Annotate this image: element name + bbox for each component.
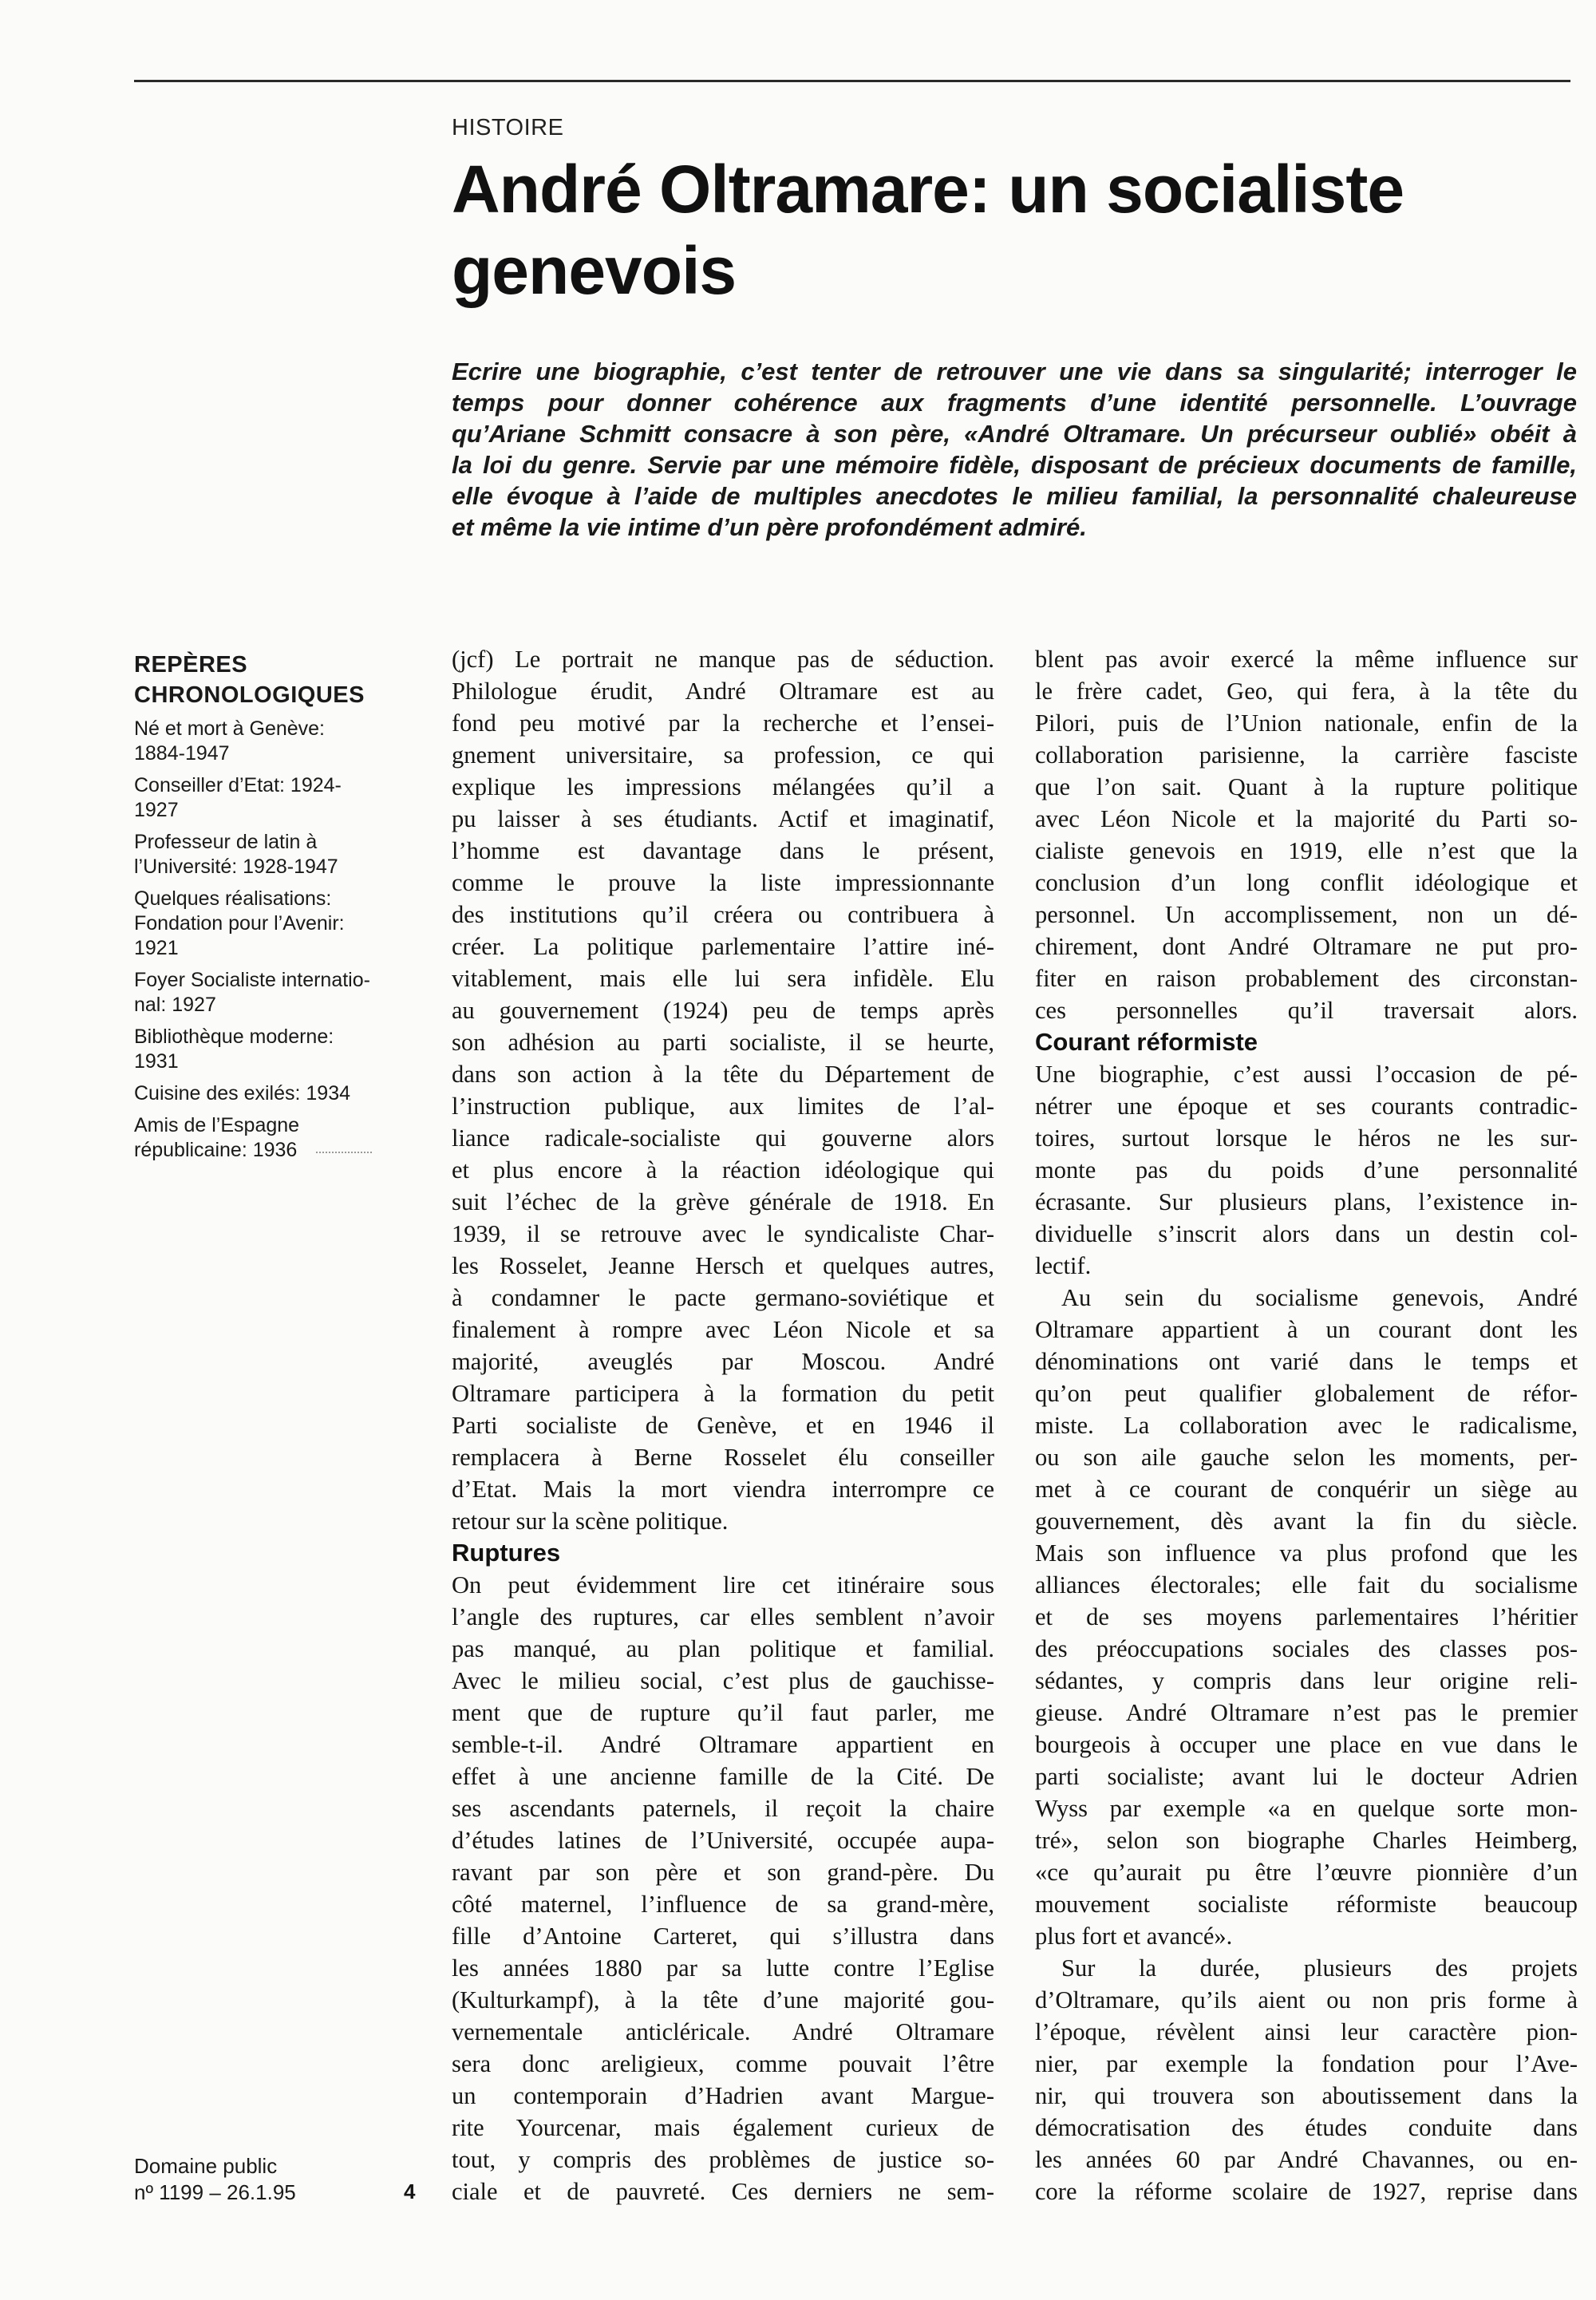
chronology-line: républicaine: 1936 <box>134 1139 298 1161</box>
text-line: tré», selon son biographe Charles Heimberg, <box>1035 1827 1578 1854</box>
text-line: tout, y compris des problèmes de justice so- <box>452 2146 994 2173</box>
chronology-item <box>134 968 405 1018</box>
issue-date: nº 1199 – 26.1.95 <box>134 2180 296 2204</box>
chronology-line: Cuisine des exilés: 1934 <box>134 1082 350 1105</box>
text-line: l’époque, révèlent ainsi leur caractère pion- <box>1035 2018 1578 2045</box>
text-line: ravant par son père et son grand-père. Du <box>452 1859 994 1886</box>
text-line: nir, qui trouvera son aboutissement dans la <box>1035 2082 1578 2109</box>
chronology-line: Bibliothèque moderne: <box>134 1026 334 1048</box>
text-line: remplacera à Berne Rosselet élu conseiller <box>452 1444 994 1471</box>
chronology-item <box>134 887 405 961</box>
text-line: cialiste genevois en 1919, elle n’est que la <box>1035 837 1578 864</box>
text-line: Philologue érudit, André Oltramare est au <box>452 678 994 705</box>
chronology-line: 1884-1947 <box>134 742 230 765</box>
text-line: Mais son influence va plus profond que les <box>1035 1539 1578 1567</box>
text-line: (Kulturkampf), à la tête d’une majorité gou- <box>452 1986 994 2013</box>
chronology-line: Amis de l’Espagne <box>134 1114 300 1136</box>
chronology-item <box>134 717 405 766</box>
text-line: les années 60 par André Chavannes, ou en- <box>1035 2146 1578 2173</box>
text-line: blent pas avoir exercé la même influence sur <box>1035 646 1578 673</box>
text-line: des institutions qu’il créera ou contribuera à <box>452 901 994 928</box>
text-line: dénominations ont varié dans le temps et <box>1035 1348 1578 1375</box>
text-line: liance radicale-socialiste qui gouverne alors <box>452 1124 994 1152</box>
text-line: sera donc areligieux, comme pouvait l’être <box>452 2050 994 2077</box>
text-line: gieuse. André Oltramare n’est pas le premier <box>1035 1699 1578 1726</box>
text-line: comme le prouve la liste impressionnante <box>452 869 994 896</box>
body-column-1 <box>452 643 994 2207</box>
title-line: André Oltramare: un socialiste <box>452 152 1404 227</box>
chronology-line: Né et mort à Genève: <box>134 717 326 740</box>
text-line: avec Léon Nicole et la majorité du Parti so- <box>1035 805 1578 832</box>
text-line: On peut évidemment lire cet itinéraire sous <box>452 1571 994 1599</box>
text-line: ciale et de pauvreté. Ces derniers ne sem- <box>452 2178 994 2205</box>
chronology-line: nal: 1927 <box>134 994 216 1016</box>
chronology-line: 1931 <box>134 1050 179 1073</box>
text-line: l’instruction publique, aux limites de l’al- <box>452 1093 994 1120</box>
page-number: 4 <box>404 2179 416 2203</box>
text-line: Avec le milieu social, c’est plus de gauchisse- <box>452 1667 994 1694</box>
chronology-item <box>134 1113 405 1163</box>
text-line: au gouvernement (1924) peu de temps après <box>452 997 994 1024</box>
chronology-item <box>134 1081 405 1106</box>
text-line: rite Yourcenar, mais également curieux de <box>452 2114 994 2141</box>
sidebar-title-line: CHRONOLOGIQUES <box>134 682 365 708</box>
text-line: retour sur la scène politique. <box>452 1508 729 1535</box>
sidebar-title-line: REPÈRES <box>134 652 248 678</box>
text-line: fond peu motivé par la recherche et l’ensei- <box>452 709 994 737</box>
text-line: ment que de rupture qu’il faut parler, me <box>452 1699 994 1726</box>
text-line: le frère cadet, Geo, qui fera, à la tête du <box>1035 678 1578 705</box>
text-line: met à ce courant de conquérir un siège au <box>1035 1476 1578 1503</box>
text-line: que l’on sait. Quant à la rupture politique <box>1035 773 1578 800</box>
body-column-2 <box>1035 643 1578 2207</box>
text-line: majorité, aveuglés par Moscou. André <box>452 1348 994 1375</box>
text-line: effet à une ancienne famille de la Cité. De <box>452 1763 994 1790</box>
chronology-line: Fondation pour l’Avenir: <box>134 912 345 935</box>
lead-line: la loi du genre. Servie par une mémoire fidèle, disposant de précieux documents de famille, <box>452 451 1577 479</box>
text-line: conclusion d’un long conflit idéologique et <box>1035 869 1578 896</box>
text-line: lectif. <box>1035 1252 1092 1279</box>
text-line: finalement à rompre avec Léon Nicole et sa <box>452 1316 994 1343</box>
text-line: chirement, dont André Oltramare ne put pro- <box>1035 933 1578 960</box>
text-line: collaboration parisienne, la carrière fasciste <box>1035 741 1578 769</box>
sidebar-items <box>134 717 405 1163</box>
text-line: Au sein du socialisme genevois, André <box>1061 1284 1578 1311</box>
text-line: parti socialiste; avant lui le docteur Adrien <box>1035 1763 1578 1790</box>
paragraph <box>452 1569 994 2207</box>
text-line: fiter en raison probablement des circonstan- <box>1035 965 1578 992</box>
text-line: gouvernement, dès avant la fin du siècle. <box>1035 1508 1578 1535</box>
text-line: et de ses moyens parlementaires l’héritier <box>1035 1603 1578 1630</box>
text-line: ses ascendants paternels, il reçoit la chaire <box>452 1795 994 1822</box>
chronology-line: 1927 <box>134 799 179 821</box>
text-line: alliances électorales; elle fait du socialisme <box>1035 1571 1578 1599</box>
text-line: d’études latines de l’Université, occupée aupa- <box>452 1827 994 1854</box>
text-line: bourgeois à occuper une place en vue dans le <box>1035 1731 1578 1758</box>
chronology-item <box>134 773 405 823</box>
text-line: vernementale anticléricale. André Oltramare <box>452 2018 994 2045</box>
chronology-line: l’Université: 1928-1947 <box>134 856 338 878</box>
text-line: core la réforme scolaire de 1927, reprise dans <box>1035 2178 1578 2205</box>
text-line: un contemporain d’Hadrien avant Margue- <box>452 2082 994 2109</box>
text-line: à condamner le pacte germano-soviétique et <box>452 1284 994 1311</box>
text-line: (jcf) Le portrait ne manque pas de séduction. <box>452 646 994 673</box>
text-line: sédantes, y compris dans leur origine reli- <box>1035 1667 1578 1694</box>
text-line: Oltramare participera à la formation du petit <box>452 1380 994 1407</box>
lead-paragraph <box>452 356 1577 543</box>
text-line: fille d’Antoine Carteret, qui s’illustra dans <box>452 1923 994 1950</box>
text-line: des préoccupations sociales des classes pos- <box>1035 1635 1578 1662</box>
text-line: Une biographie, c’est aussi l’occasion de pé- <box>1035 1061 1578 1088</box>
text-line: dans son action à la tête du Département de <box>452 1061 994 1088</box>
text-line: Oltramare appartient à un courant dont les <box>1035 1316 1578 1343</box>
text-line: monte pas du poids d’une personnalité <box>1035 1156 1578 1184</box>
text-line: l’homme est davantage dans le présent, <box>452 837 994 864</box>
text-line: et plus encore à la réaction idéologique qui <box>452 1156 994 1184</box>
chronology-line: 1921 <box>134 937 179 959</box>
chronology-item <box>134 1025 405 1074</box>
title-line: genevois <box>452 233 737 308</box>
text-line: explique les impressions mélangées qu’il a <box>452 773 994 800</box>
text-line: ou son aile gauche selon les moments, per- <box>1035 1444 1578 1471</box>
subheading: Ruptures <box>452 1539 561 1567</box>
publication-name: Domaine public <box>134 2154 278 2178</box>
text-line: nétrer une époque et ses courants contradic- <box>1035 1093 1578 1120</box>
chronology-line: Quelques réalisations: <box>134 887 332 910</box>
dotted-leader <box>316 1152 372 1153</box>
text-line: mouvement socialiste réformiste beaucoup <box>1035 1891 1578 1918</box>
text-line: d’Oltramare, qu’ils aient ou non pris forme à <box>1035 1986 1578 2013</box>
subheading: Courant réformiste <box>1035 1028 1258 1056</box>
lead-line: temps pour donner cohérence aux fragments d’une identité personnelle. L’ouvrage <box>452 389 1577 417</box>
lead-line: qu’Ariane Schmitt consacre à son père, «André Oltramare. Un précurseur oublié» obéit à <box>452 420 1577 448</box>
text-line: nier, par exemple la fondation pour l’Ave- <box>1035 2050 1578 2077</box>
paragraph <box>1035 1952 1578 2207</box>
text-line: son adhésion au parti socialiste, il se heurte, <box>452 1029 994 1056</box>
paragraph <box>1035 1058 1578 1282</box>
chronology-line: Foyer Socialiste internatio- <box>134 969 370 991</box>
text-line: l’angle des ruptures, car elles semblent n’avoir <box>452 1603 994 1630</box>
chronology-sidebar <box>134 650 405 1170</box>
text-line: pu laisser à ses étudiants. Actif et imaginatif, <box>452 805 994 832</box>
section-label: HISTOIRE <box>452 115 564 140</box>
text-line: démocratisation des études conduite dans <box>1035 2114 1578 2141</box>
lead-line: elle évoque à l’aide de multiples anecdotes le milieu familial, la personnalité chaleureuse <box>452 482 1577 510</box>
text-line: créer. La politique parlementaire l’attire iné- <box>452 933 994 960</box>
publication-info <box>134 2153 296 2206</box>
text-line: écrasante. Sur plusieurs plans, l’existence in- <box>1035 1188 1578 1215</box>
text-line: les Rosselet, Jeanne Hersch et quelques autres, <box>452 1252 994 1279</box>
paragraph <box>1035 643 1578 1026</box>
text-line: les années 1880 par sa lutte contre l’Eglise <box>452 1954 994 1982</box>
text-line: toires, surtout lorsque le héros ne les sur- <box>1035 1124 1578 1152</box>
chronology-line: Conseiller d’Etat: 1924- <box>134 774 342 796</box>
text-line: Sur la durée, plusieurs des projets <box>1061 1954 1578 1982</box>
text-line: d’Etat. Mais la mort viendra interrompre ce <box>452 1476 994 1503</box>
text-line: côté maternel, l’influence de sa grand-mère, <box>452 1891 994 1918</box>
text-line: Pilori, puis de l’Union nationale, enfin de la <box>1035 709 1578 737</box>
text-line: personnel. Un accomplissement, non un dé- <box>1035 901 1578 928</box>
chronology-item <box>134 830 405 879</box>
text-line: «ce qu’aurait pu être l’œuvre pionnière d’un <box>1035 1859 1578 1886</box>
text-line: suit l’échec de la grève générale de 1918. En <box>452 1188 994 1215</box>
text-line: gnement universitaire, sa profession, ce qui <box>452 741 994 769</box>
article-title <box>452 148 1569 311</box>
text-line: pas manqué, au plan politique et familial. <box>452 1635 994 1662</box>
text-line: ces personnelles qu’il traversait alors. <box>1035 997 1578 1024</box>
text-line: dividuelle s’inscrit alors dans un destin col- <box>1035 1220 1578 1247</box>
text-line: Parti socialiste de Genève, et en 1946 il <box>452 1412 994 1439</box>
top-rule <box>134 80 1570 82</box>
paragraph <box>452 643 994 1537</box>
lead-line: Ecrire une biographie, c’est tenter de retrouver une vie dans sa singularité; interroger le <box>452 358 1577 385</box>
text-line: Wyss par exemple «a en quelque sorte mon- <box>1035 1795 1578 1822</box>
text-line: semble-t-il. André Oltramare appartient en <box>452 1731 994 1758</box>
text-line: qu’on peut qualifier globalement de réfor- <box>1035 1380 1578 1407</box>
text-line: vitablement, mais elle lui sera infidèle. Elu <box>452 965 994 992</box>
chronology-line: Professeur de latin à <box>134 831 318 853</box>
sidebar-title <box>134 650 405 710</box>
text-line: miste. La collaboration avec le radicalisme, <box>1035 1412 1578 1439</box>
text-line: plus fort et avancé». <box>1035 1923 1233 1950</box>
lead-line: et même la vie intime d’un père profondément admiré. <box>452 513 1087 541</box>
text-line: 1939, il se retrouve avec le syndicaliste Char- <box>452 1220 994 1247</box>
paragraph <box>1035 1282 1578 1952</box>
